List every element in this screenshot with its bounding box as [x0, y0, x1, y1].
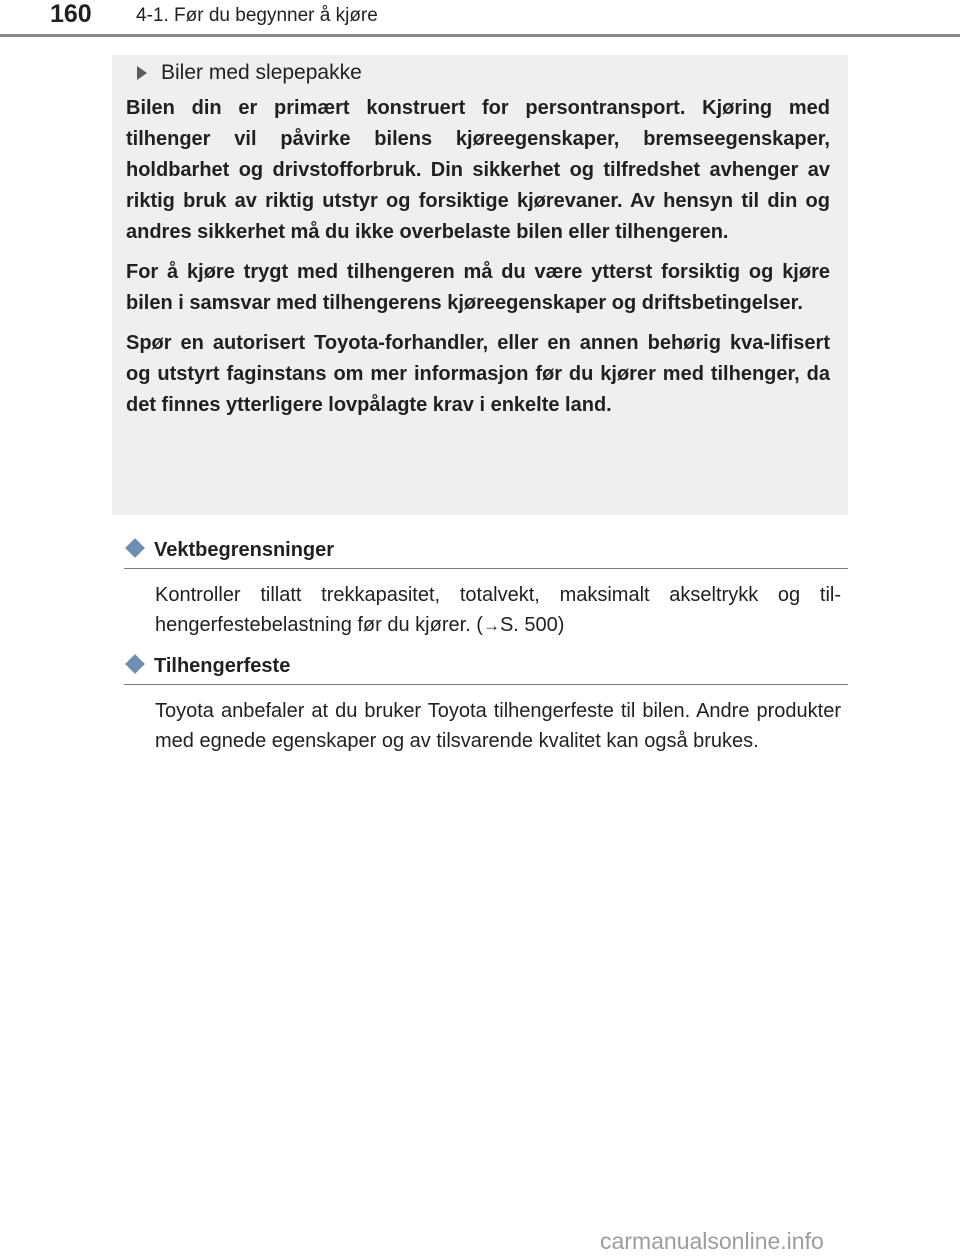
section-heading-weight-limits: [124, 538, 334, 562]
diamond-icon: [125, 538, 145, 558]
info-paragraph-1: Bilen din er primært konstruert for persontransport. Kjøring med tilhenger vil påvirke bilens kjøreegenskaper, bremseegenskaper, holdbarhet og drivstofforbruk. Din sikkerhet og tilfredshet avhenger av riktig bruk av riktig utstyr og forsiktige kjørevaner. Av hensyn til din og andres sikkerhet må du ikke overbelaste bilen eller tilhengeren.: [126, 97, 830, 243]
info-box-heading-text: Biler med slepepakke: [161, 61, 362, 84]
diamond-icon: [125, 654, 145, 674]
info-box-heading: [137, 60, 362, 86]
section-body-weight-limits: [155, 580, 841, 641]
watermark: carmanualsonline.info: [600, 1228, 824, 1254]
info-paragraph-2: For å kjøre trygt med tilhengeren må du være ytterst forsiktig og kjøre bilen i samsvar med tilhengerens kjøreegenskaper og driftsbetingelser.: [126, 261, 830, 314]
section-divider: [124, 684, 848, 685]
header-divider: [0, 34, 960, 37]
triangle-right-icon: [137, 66, 147, 80]
page-number: 160: [50, 0, 92, 28]
section-divider: [124, 568, 848, 569]
info-paragraph-3: Spør en autorisert Toyota-forhandler, eller en annen behørig kva-lifisert og utstyrt faginstans om mer informasjon før du kjører med tilhenger, da det finnes ytterligere lovpålagte krav i enkelte land.: [126, 332, 830, 416]
section-heading-text: Tilhengerfeste: [154, 655, 291, 677]
section-heading-trailer-hitch: [124, 654, 290, 678]
info-box-body: [126, 93, 830, 430]
info-box: [112, 55, 848, 515]
section-title: 4-1. Før du begynner å kjøre: [136, 5, 378, 26]
section-heading-text: Vektbegrensninger: [154, 539, 335, 561]
arrow-right-icon: →: [482, 616, 500, 635]
weight-limits-text: Kontroller tillatt trekkapasitet, totalvekt, maksimalt akseltrykk og til-hengerfestebelastning før du kjører. (: [155, 584, 841, 636]
page-reference-link[interactable]: S. 500): [499, 614, 565, 636]
section-body-trailer-hitch: Toyota anbefaler at du bruker Toyota tilhengerfeste til bilen. Andre produkter med egnede egenskaper og av tilsvarende kvalitet kan også brukes.: [155, 700, 841, 752]
